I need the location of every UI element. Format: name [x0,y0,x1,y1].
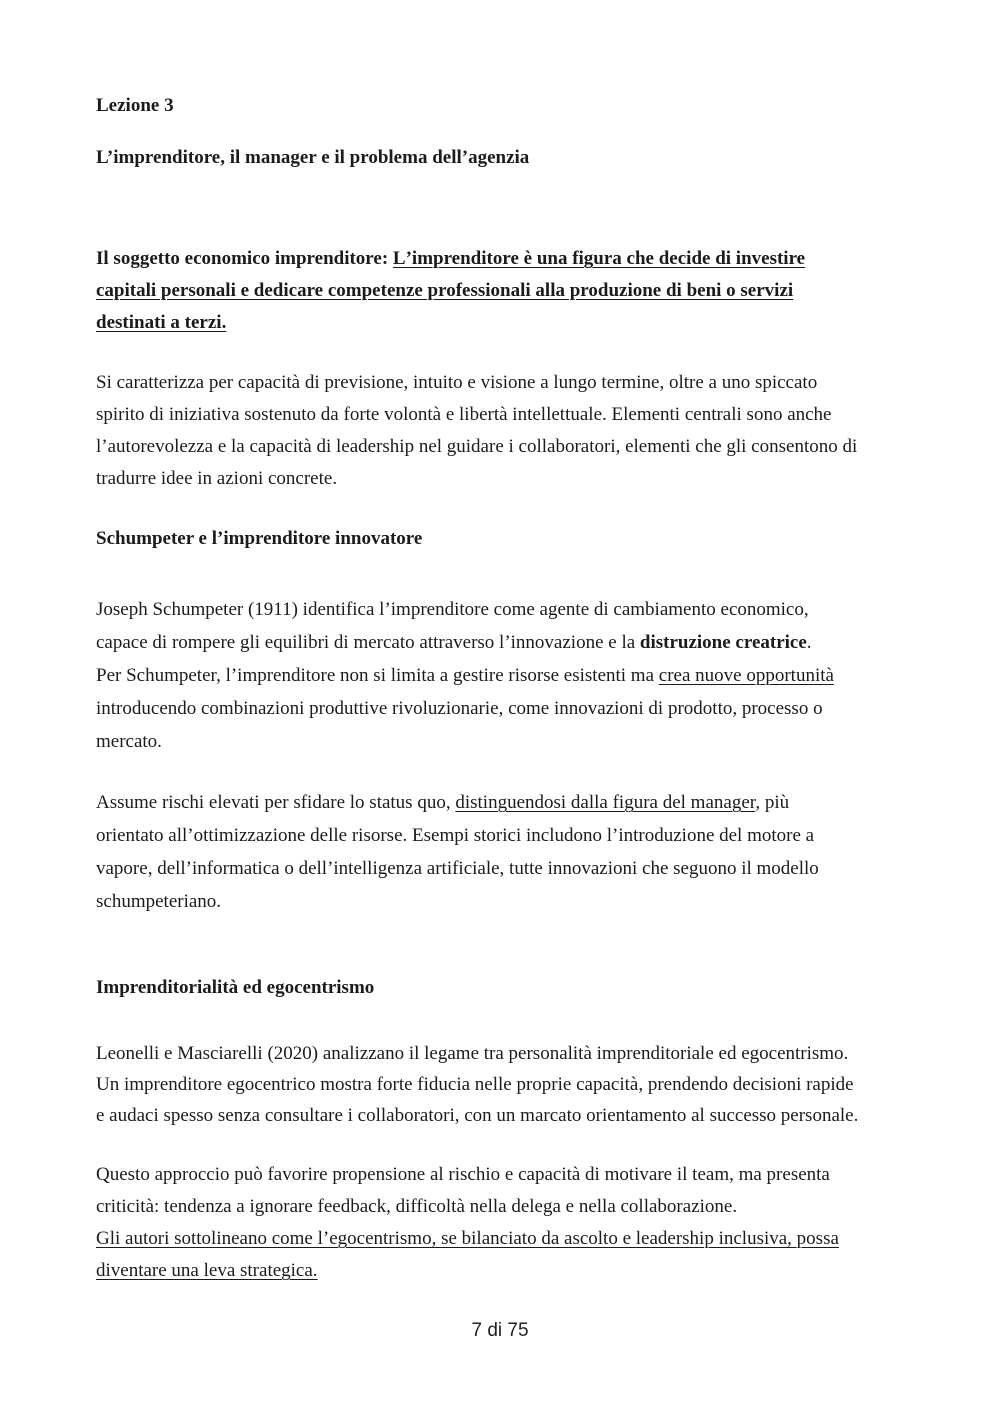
text-line: criticità: tendenza a ignorare feedback, difficoltà nella delega e nella collaborazione. [96,1196,738,1217]
underlined-line: Gli autori sottolineano come lʼegocentrismo, se bilanciato da ascolto e leadership inclusiva, possa [96,1228,839,1249]
text-line: mercato. [96,731,162,752]
text-fragment: , più [755,792,790,813]
egocentrism-paragraph-1 [96,1038,916,1131]
definition-line-3: destinati a terzi. [96,312,227,333]
text-line: Joseph Schumpeter (1911) identifica lʼimprenditore come agente di cambiamento economico, [96,599,809,620]
text-line: Questo approccio può favorire propensione al rischio e capacità di motivare il team, ma presenta [96,1164,830,1185]
characteristics-paragraph [96,367,916,495]
lesson-number: Lezione 3 [96,95,174,116]
text-fragment: capace di rompere gli equilibri di mercato attraverso lʼinnovazione e la [96,632,640,653]
definition-line-2: capitali personali e dedicare competenze professionali alla produzione di beni o servizi [96,280,794,301]
definition-paragraph [96,243,916,339]
schumpeter-paragraph-1 [96,593,916,758]
text-line: tradurre idee in azioni concrete. [96,468,338,489]
page-number: 7 di 75 [471,1320,529,1341]
underlined-phrase: distinguendosi dalla figura del manager [455,792,756,813]
text-line: Si caratterizza per capacità di previsione, intuito e visione a lungo termine, oltre a uno spiccato [96,372,818,393]
text-line: schumpeteriano. [96,891,222,912]
text-line [96,786,916,819]
text-line: introducendo combinazioni produttive rivoluzionarie, come innovazioni di prodotto, processo o [96,698,823,719]
section-heading-egocentrism: Imprenditorialità ed egocentrismo [96,977,375,998]
section-heading-schumpeter: Schumpeter e lʼimprenditore innovatore [96,528,423,549]
text-line [96,626,916,659]
text-line: Leonelli e Masciarelli (2020) analizzano il legame tra personalità imprenditoriale ed egocentrismo. [96,1043,849,1064]
text-line: orientato allʼottimizzazione delle risorse. Esempi storici includono lʼintroduzione del motore a [96,825,815,846]
text-line: e audaci spesso senza consultare i collaboratori, con un marcato orientamento al successo personale. [96,1105,859,1126]
text-fragment: Per Schumpeter, lʼimprenditore non si limita a gestire risorse esistenti ma [96,665,659,686]
text-fragment: Assume rischi elevati per sfidare lo status quo, [96,792,456,813]
bold-term: distruzione creatrice [639,632,807,653]
egocentrism-paragraph-2 [96,1159,916,1287]
definition-text: Lʼimprenditore è una figura che decide di investire [392,248,806,269]
definition-line-1 [96,243,916,275]
text-line: Un imprenditore egocentrico mostra forte fiducia nelle proprie capacità, prendendo decisioni rapide [96,1074,854,1095]
schumpeter-paragraph-2 [96,786,916,918]
text-line [96,659,916,692]
text-line: lʼautorevolezza e la capacità di leadership nel guidare i collaboratori, elementi che gli consentono di [96,436,858,457]
text-line: spirito di iniziativa sostenuto da forte volontà e libertà intellettuale. Elementi centrali sono anche [96,404,832,425]
underlined-phrase: crea nuove opportunità [658,665,834,686]
lesson-title: L’imprenditore, il manager e il problema dell’agenzia [96,147,530,168]
definition-lead: Il soggetto economico imprenditore: [96,248,393,269]
text-fragment: . [806,632,812,653]
text-line: vapore, dellʼinformatica o dellʼintelligenza artificiale, tutte innovazioni che seguono il modello [96,858,819,879]
underlined-line: diventare una leva strategica. [96,1260,318,1281]
